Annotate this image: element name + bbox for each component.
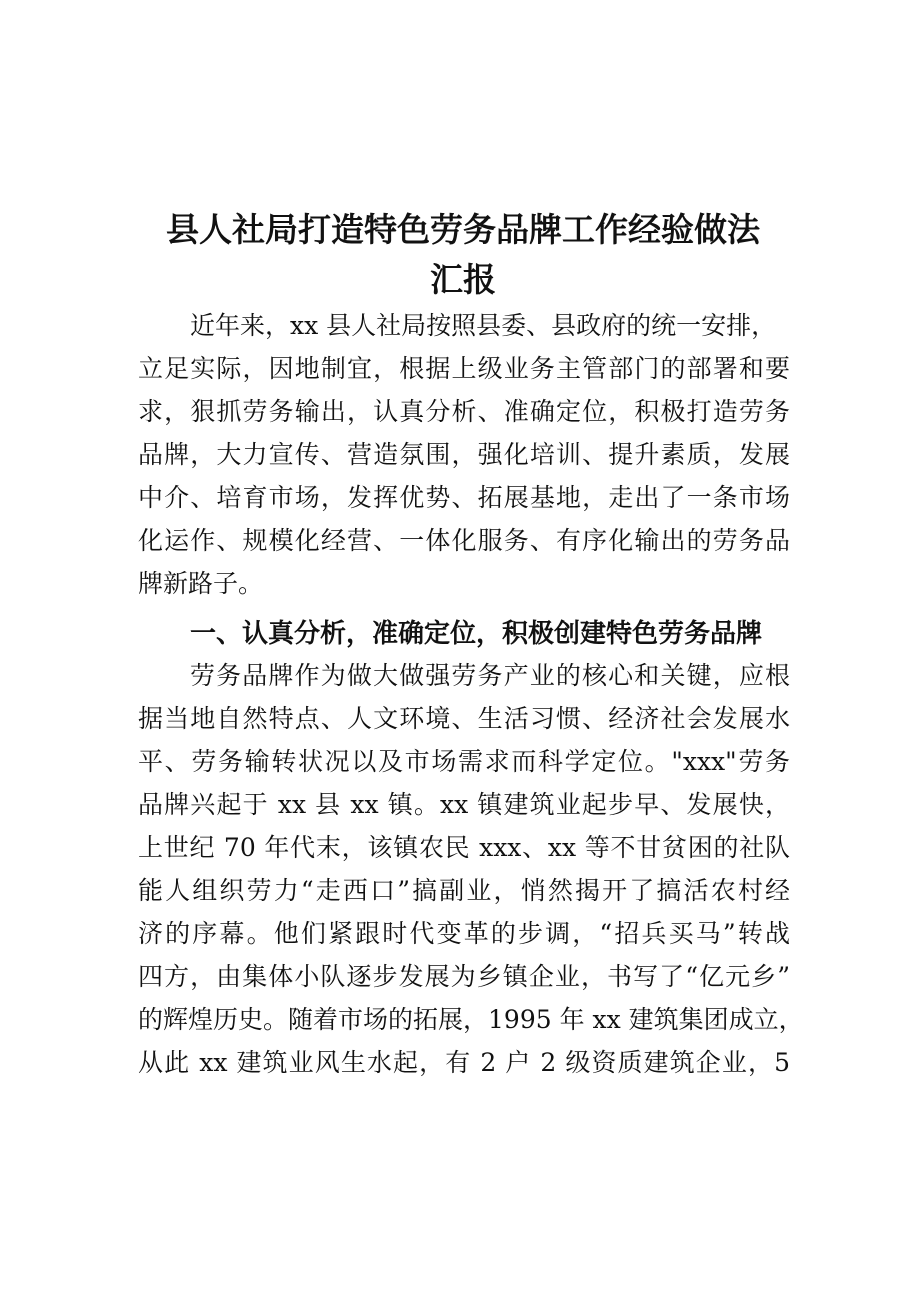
intro-line: 牌新路子。 (138, 569, 264, 598)
section-line: 济的序幕。他们紧跟时代变革的步调，“招兵买马”转战 (138, 919, 790, 948)
section-line: 平、劳务输转状况以及市场需求而科学定位。"xxx"劳务 (138, 747, 790, 776)
section-line: 四方，由集体小队逐步发展为乡镇企业，书写了“亿元乡” (138, 962, 790, 991)
document-title-continued: 汇报 (430, 260, 496, 299)
intro-line: 近年来，xx 县人社局按照县委、县政府的统一安排， (190, 311, 777, 340)
intro-line: 化运作、规模化经营、一体化服务、有序化输出的劳务品 (138, 526, 790, 555)
section-line: 能人组织劳力“走西口”搞副业，悄然揭开了搞活农村经 (138, 876, 790, 905)
section-heading: 一、认真分析，准确定位，积极创建特色劳务品牌 (190, 619, 763, 649)
section-line: 的辉煌历史。随着市场的拓展，1995 年 xx 建筑集团成立， (138, 1005, 804, 1034)
intro-line: 立足实际，因地制宜，根据上级业务主管部门的部署和要 (138, 354, 790, 383)
section-line: 上世纪 70 年代末，该镇农民 xxx、xx 等不甘贫困的社队 (138, 833, 790, 862)
intro-line: 求，狠抓劳务输出，认真分析、准确定位，积极打造劳务 (138, 397, 790, 426)
section-line: 劳务品牌作为做大做强劳务产业的核心和关键，应根 (190, 661, 790, 690)
intro-line: 中介、培育市场，发挥优势、拓展基地，走出了一条市场 (138, 483, 790, 512)
document-title: 县人社局打造特色劳务品牌工作经验做法 (166, 210, 760, 249)
section-line: 从此 xx 建筑业风生水起，有 2 户 2 级资质建筑企业，5 (138, 1048, 790, 1077)
section-line: 据当地自然特点、人文环境、生活习惯、经济社会发展水 (138, 704, 790, 733)
intro-line: 品牌，大力宣传、营造氛围，强化培训、提升素质，发展 (138, 440, 790, 469)
section-line: 品牌兴起于 xx 县 xx 镇。xx 镇建筑业起步早、发展快， (138, 790, 790, 819)
